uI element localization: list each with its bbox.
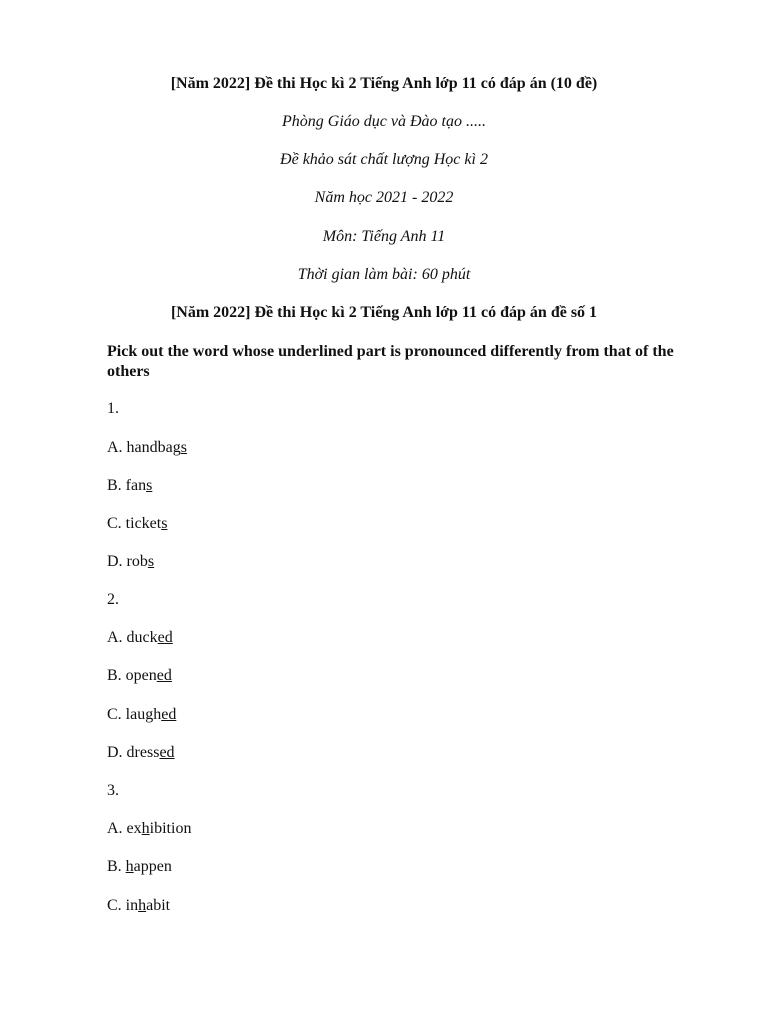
underlined-part: s — [180, 439, 187, 456]
subject-line: Môn: Tiếng Anh 11 — [322, 228, 446, 245]
school-year-line: Năm học 2021 - 2022 — [314, 189, 454, 206]
answer-option: B. opened — [107, 667, 172, 684]
answer-option: C. laughed — [107, 706, 177, 723]
exam-name-line: Đề khảo sát chất lượng Học kì 2 — [280, 151, 488, 168]
question-number: 2. — [107, 591, 119, 608]
underlined-part: s — [146, 477, 153, 494]
underlined-part: ed — [159, 744, 175, 761]
answer-option: A. ducked — [107, 629, 173, 646]
duration-line: Thời gian làm bài: 60 phút — [297, 266, 471, 283]
underlined-part: ed — [161, 706, 177, 723]
underlined-part: h — [138, 897, 147, 914]
underlined-part: h — [141, 820, 150, 837]
underlined-part: s — [147, 553, 155, 570]
answer-option: B. happen — [107, 858, 172, 875]
document-title: [Năm 2022] Đề thi Học kì 2 Tiếng Anh lớp 11 có đáp án (10 đề) — [170, 75, 598, 92]
answer-option: D. dressed — [107, 744, 175, 761]
answer-option: C. inhabit — [107, 897, 171, 914]
answer-option: D. robs — [107, 553, 155, 570]
underlined-part: s — [161, 515, 168, 532]
exam-number-title: [Năm 2022] Đề thi Học kì 2 Tiếng Anh lớp 11 có đáp án đề số 1 — [170, 304, 598, 321]
answer-option: A. handbags — [107, 439, 187, 456]
answer-option: A. exhibition — [107, 820, 192, 837]
underlined-part: ed — [157, 629, 173, 646]
underlined-part: h — [125, 858, 134, 875]
answer-option: C. tickets — [107, 515, 168, 532]
question-number: 3. — [107, 782, 119, 799]
section-instruction: Pick out the word whose underlined part is pronounced differently from that of the others — [107, 343, 674, 380]
department-line: Phòng Giáo dục và Đào tạo ..... — [282, 113, 486, 130]
underlined-part: ed — [156, 667, 172, 684]
question-number: 1. — [107, 400, 119, 417]
answer-option: B. fans — [107, 477, 153, 494]
